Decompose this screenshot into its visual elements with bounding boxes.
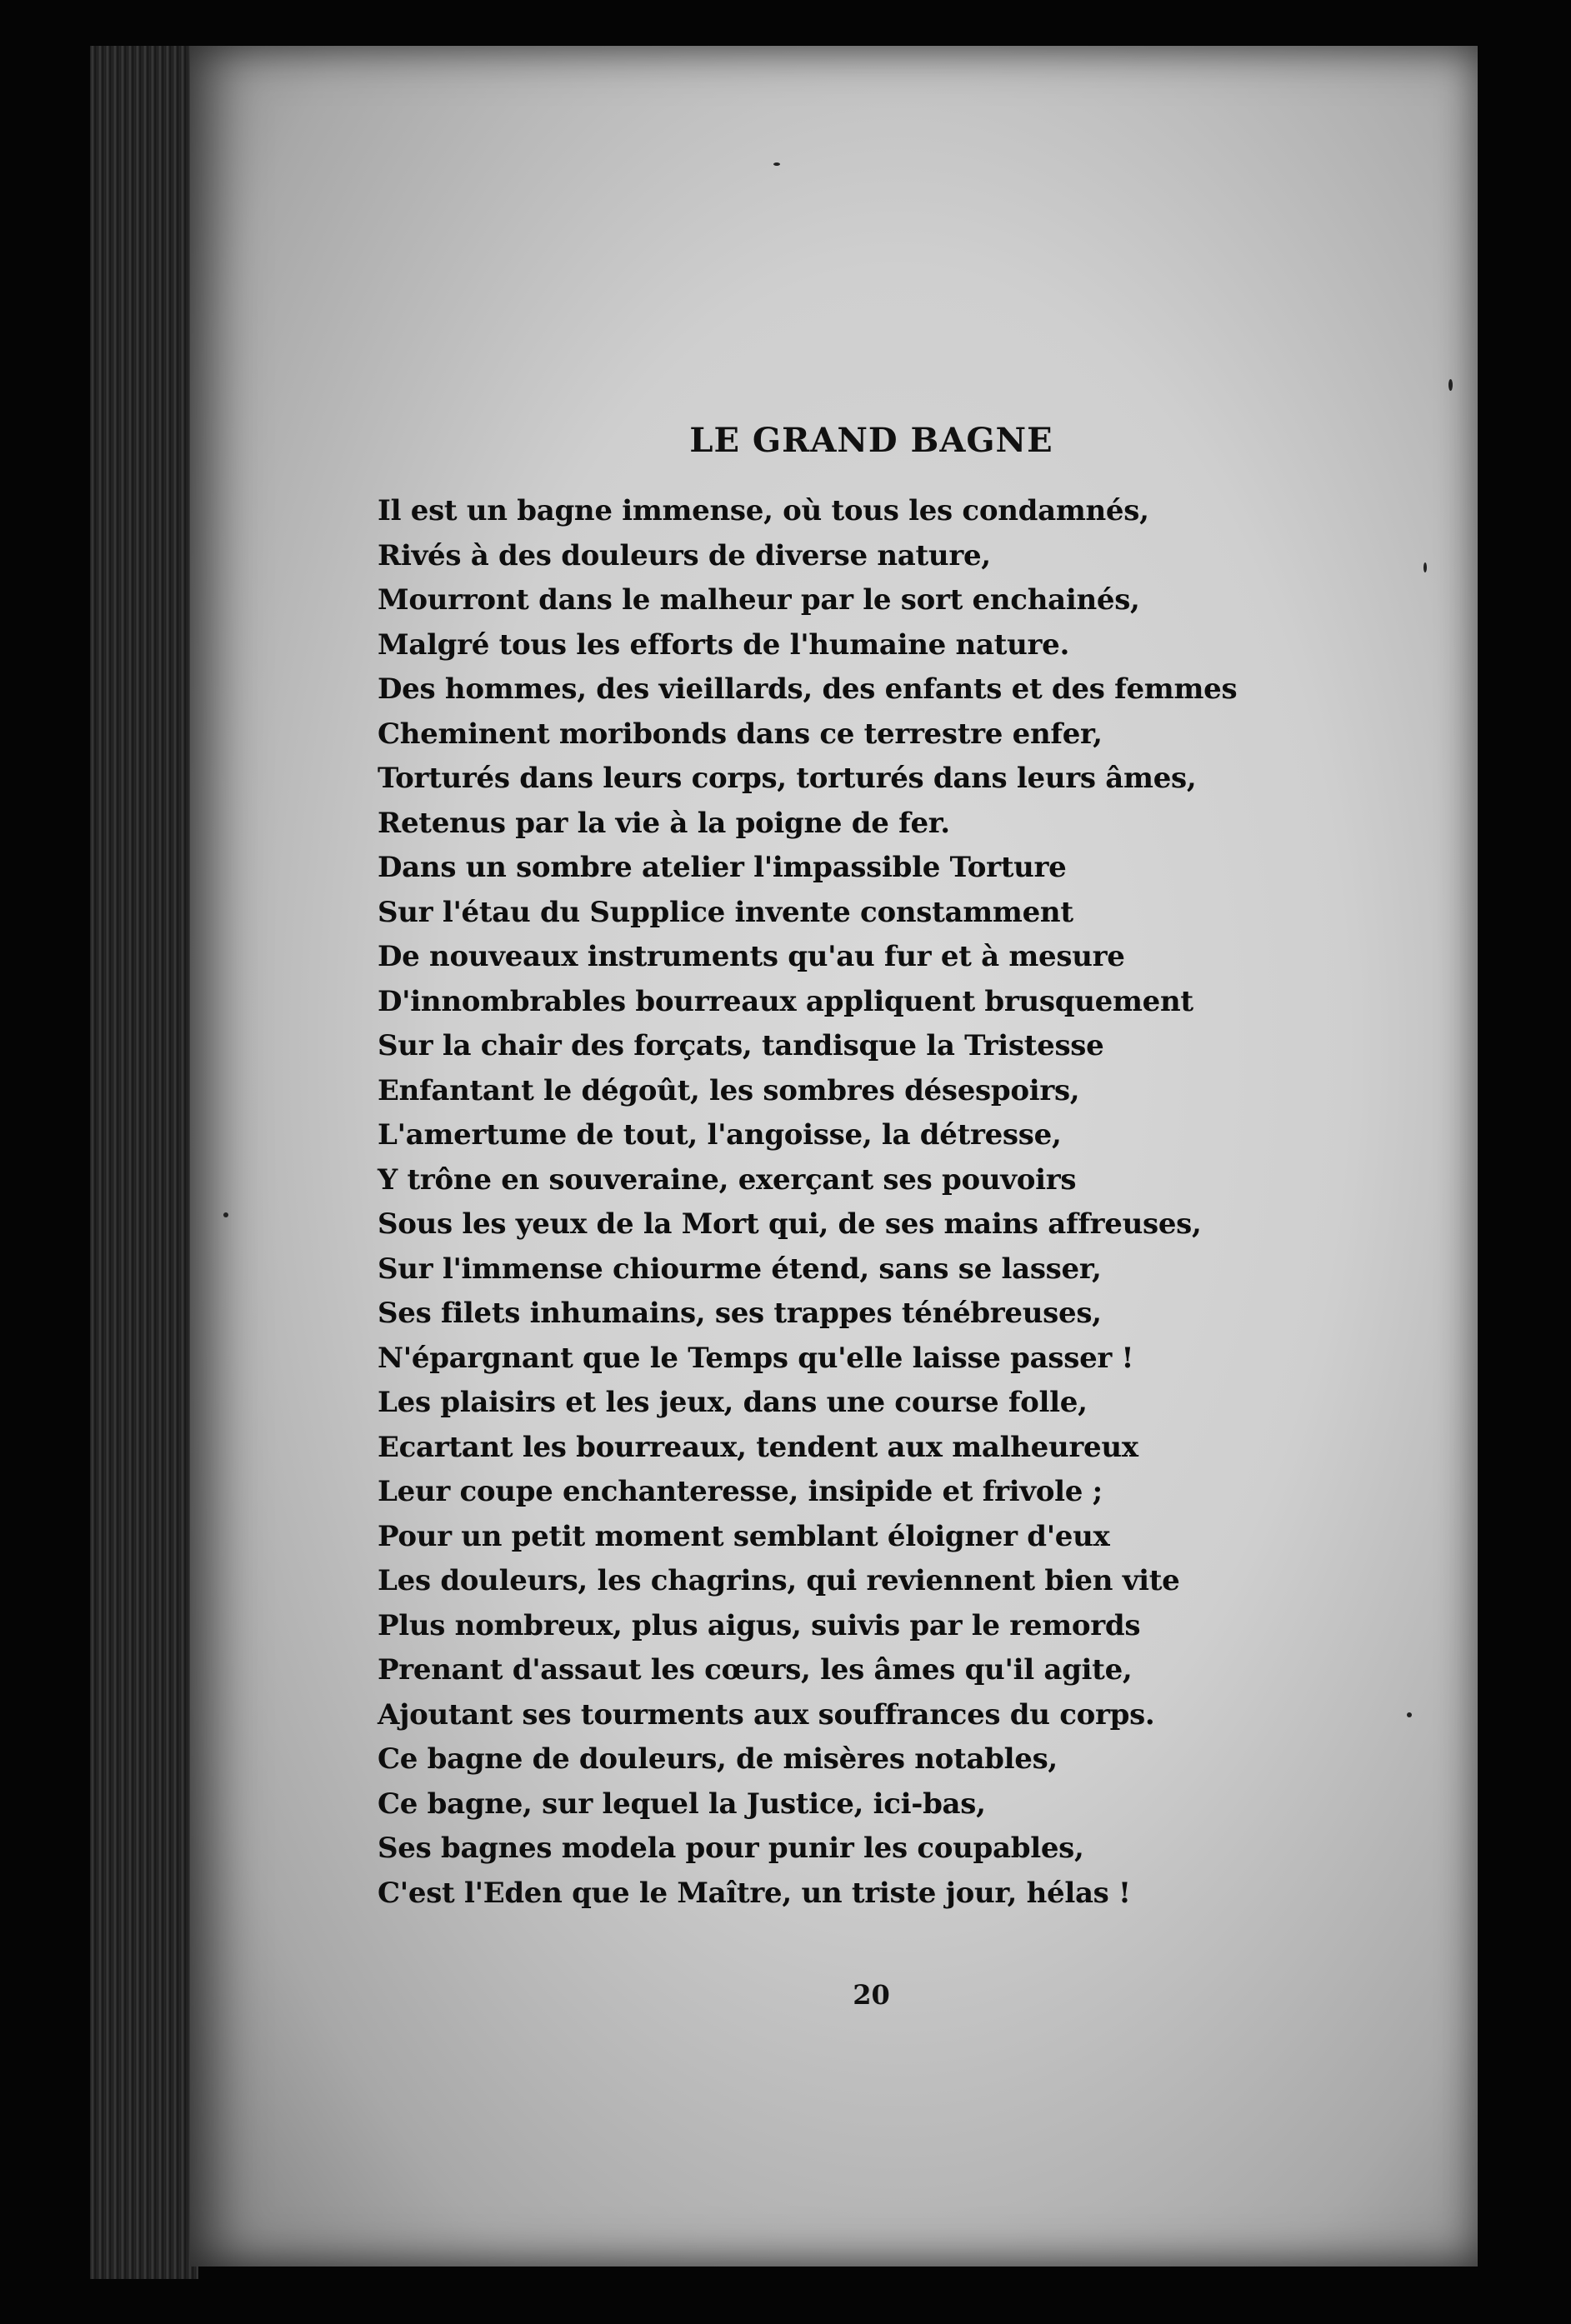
poem-line: Ses filets inhumains, ses trappes ténébreuses,	[378, 1297, 1102, 1330]
poem-line: Ecartant les bourreaux, tendent aux malheureux	[378, 1430, 1138, 1464]
poem-line: Sur l'immense chiourme étend, sans se lasser,	[378, 1252, 1102, 1286]
poem-line: C'est l'Eden que le Maître, un triste jour, hélas !	[378, 1876, 1131, 1910]
poem-line: N'épargnant que le Temps qu'elle laisse passer !	[378, 1341, 1134, 1375]
scan-speck	[223, 1212, 228, 1217]
scan-speck	[773, 162, 780, 166]
poem-line: D'innombrables bourreaux appliquent brusquement	[378, 984, 1193, 1018]
poem-line: Malgré tous les efforts de l'humaine nature.	[378, 627, 1069, 662]
poem-line: De nouveaux instruments qu'au fur et à mesure	[378, 940, 1125, 973]
poem-line: Mourront dans le malheur par le sort enchainés,	[378, 583, 1140, 617]
poem-line: Leur coupe enchanteresse, insipide et frivole ;	[378, 1475, 1103, 1508]
poem-line: Des hommes, des vieillards, des enfants et des femmes	[378, 672, 1238, 706]
poem-title: LE GRAND BAGNE	[689, 421, 1053, 460]
page-number: 20	[853, 1979, 890, 2011]
poem-line: Plus nombreux, plus aigus, suivis par le remords	[378, 1608, 1141, 1642]
poem-line: Torturés dans leurs corps, torturés dans leurs âmes,	[378, 762, 1197, 795]
poem-line: Ce bagne de douleurs, de misères notables,	[378, 1742, 1058, 1776]
poem-line: Sur la chair des forçats, tandisque la Tristesse	[378, 1029, 1104, 1062]
poem-line: Rivés à des douleurs de diverse nature,	[378, 538, 991, 572]
poem-line: Les douleurs, les chagrins, qui reviennent bien vite	[378, 1564, 1180, 1597]
poem-line: Prenant d'assaut les cœurs, les âmes qu'il agite,	[378, 1653, 1133, 1687]
poem-line: Il est un bagne immense, où tous les condamnés,	[378, 494, 1149, 527]
book-page-edges	[90, 46, 198, 2279]
book-page	[190, 46, 1478, 2267]
poem-line: Sur l'étau du Supplice invente constamment	[378, 895, 1073, 929]
poem-body	[378, 489, 1478, 1916]
poem-line: Enfantant le dégoût, les sombres désespoirs,	[378, 1073, 1080, 1107]
poem-line: Ses bagnes modela pour punir les coupables,	[378, 1832, 1084, 1865]
poem-line: Y trône en souveraine, exerçant ses pouvoirs	[378, 1162, 1077, 1197]
poem-line: Sous les yeux de la Mort qui, de ses mains affreuses,	[378, 1207, 1202, 1241]
poem-line: Ce bagne, sur lequel la Justice, ici-bas,	[378, 1787, 986, 1821]
poem-line: L'amertume de tout, l'angoisse, la détresse,	[378, 1118, 1062, 1152]
poem-line: Cheminent moribonds dans ce terrestre enfer,	[378, 717, 1103, 751]
poem-line: Les plaisirs et les jeux, dans une course folle,	[378, 1386, 1088, 1419]
poem-line: Retenus par la vie à la poigne de fer.	[378, 806, 950, 840]
poem-line: Ajoutant ses tourments aux souffrances du corps.	[378, 1697, 1155, 1732]
poem-line: Pour un petit moment semblant éloigner d'eux	[378, 1519, 1110, 1553]
scan-speck	[1448, 379, 1453, 391]
poem-line: Dans un sombre atelier l'impassible Torture	[378, 851, 1067, 884]
